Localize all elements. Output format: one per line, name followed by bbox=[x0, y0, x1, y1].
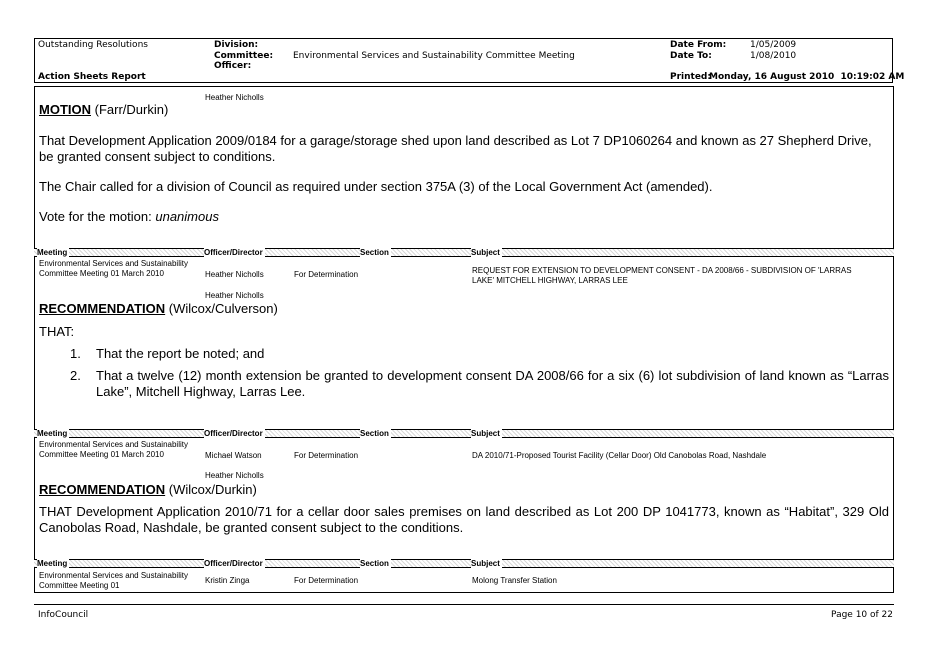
subject-cell: Molong Transfer Station bbox=[472, 576, 557, 585]
meeting-cell: Environmental Services and Sustainability Committee Meeting 01 March 2010 bbox=[39, 259, 188, 278]
officer-cell: Kristin Zinga bbox=[205, 576, 250, 585]
date-to-value: 1/08/2010 bbox=[750, 51, 797, 61]
officer-cell: Heather Nicholls bbox=[205, 270, 264, 279]
section-cell: For Determination bbox=[294, 270, 359, 279]
list-item-text: That the report be noted; and bbox=[96, 346, 265, 361]
col-subject: Subject bbox=[471, 559, 500, 568]
motion-label: MOTION bbox=[39, 102, 91, 117]
vote-result: unanimous bbox=[155, 209, 219, 224]
printed-label: Printed: bbox=[670, 72, 711, 82]
division-label: Division: bbox=[214, 40, 259, 50]
col-section: Section bbox=[360, 429, 389, 438]
meeting-cell: Environmental Services and Sustainability Committee Meeting 01 March 2010 bbox=[39, 440, 188, 459]
subject-cell: REQUEST FOR EXTENSION TO DEVELOPMENT CONSENT - DA 2008/66 - SUBDIVISION OF 'LARRAS LAKE' MITCHELL HIGHWAY, LARRAS LEE bbox=[472, 266, 852, 285]
col-meeting: Meeting bbox=[37, 248, 68, 257]
officer-label: Officer: bbox=[214, 61, 252, 71]
recommendation-movers: (Wilcox/Culverson) bbox=[165, 301, 278, 316]
col-subject: Subject bbox=[471, 248, 500, 257]
date-from-label: Date From: bbox=[670, 40, 727, 50]
that-heading: THAT: bbox=[39, 324, 75, 339]
recommendation-movers: (Wilcox/Durkin) bbox=[165, 482, 257, 497]
col-officer: Officer/Director bbox=[204, 429, 263, 438]
date-to-label: Date To: bbox=[670, 51, 712, 61]
recommendation-label: RECOMMENDATION bbox=[39, 301, 166, 316]
committee-label: Committee: bbox=[214, 51, 274, 61]
list-item-number: 2. bbox=[70, 368, 81, 383]
col-subject: Subject bbox=[471, 429, 500, 438]
motion-heading bbox=[39, 102, 168, 118]
footer-divider bbox=[34, 604, 894, 605]
printed-value: Monday, 16 August 2010 10:19:02 AM bbox=[709, 72, 905, 82]
vote-prefix: Vote for the motion: bbox=[39, 209, 156, 224]
col-meeting: Meeting bbox=[37, 559, 68, 568]
section-cell: For Determination bbox=[294, 451, 359, 460]
meeting-cell: Environmental Services and Sustainability Committee Meeting 01 bbox=[39, 571, 188, 590]
page-number: Page 10 of 22 bbox=[831, 610, 893, 620]
officer-note: Heather Nicholls bbox=[205, 291, 264, 300]
subject-cell: DA 2010/71-Proposed Tourist Facility (Cellar Door) Old Canobolas Road, Nashdale bbox=[472, 451, 767, 460]
motion-movers: (Farr/Durkin) bbox=[91, 102, 169, 117]
date-from-value: 1/05/2009 bbox=[750, 40, 797, 50]
column-header-row bbox=[34, 559, 894, 568]
report-name: Action Sheets Report bbox=[38, 72, 146, 82]
officer-note: Heather Nicholls bbox=[205, 471, 264, 480]
col-meeting: Meeting bbox=[37, 429, 68, 438]
list-item-number: 1. bbox=[70, 346, 81, 361]
column-header-row bbox=[34, 429, 894, 438]
section-cell: For Determination bbox=[294, 576, 359, 585]
recommendation-heading bbox=[39, 301, 278, 317]
report-type: Outstanding Resolutions bbox=[38, 40, 148, 50]
recommendation-label: RECOMMENDATION bbox=[39, 482, 166, 497]
col-section: Section bbox=[360, 248, 389, 257]
officer-cell: Michael Watson bbox=[205, 451, 262, 460]
vote-line bbox=[39, 209, 219, 225]
motion-paragraph: That Development Application 2009/0184 for a garage/storage shed upon land described as Lot 7 DP1060264 and known as 27 Shepherd Drive, be granted consent subject to conditions. bbox=[39, 133, 872, 164]
committee-value: Environmental Services and Sustainability Committee Meeting bbox=[293, 51, 575, 61]
col-section: Section bbox=[360, 559, 389, 568]
recommendation-paragraph: THAT Development Application 2010/71 for a cellar door sales premises on land described as Lot 200 DP 1041773, known as “Habitat”, 329 Old Canobolas Road, Nashdale, be granted consent subject to the conditions. bbox=[39, 504, 889, 535]
division-paragraph: The Chair called for a division of Council as required under section 375A (3) of the Local Government Act (amended). bbox=[39, 179, 713, 194]
col-officer: Officer/Director bbox=[204, 248, 263, 257]
column-header-row bbox=[34, 248, 894, 257]
list-item-text: That a twelve (12) month extension be granted to development consent DA 2008/66 for a six (6) lot subdivision of land known as “Larras Lake”, Mitchell Highway, Larras Lee. bbox=[96, 368, 889, 399]
officer-note: Heather Nicholls bbox=[205, 93, 264, 102]
recommendation-heading bbox=[39, 482, 257, 498]
footer-brand: InfoCouncil bbox=[38, 610, 89, 620]
col-officer: Officer/Director bbox=[204, 559, 263, 568]
